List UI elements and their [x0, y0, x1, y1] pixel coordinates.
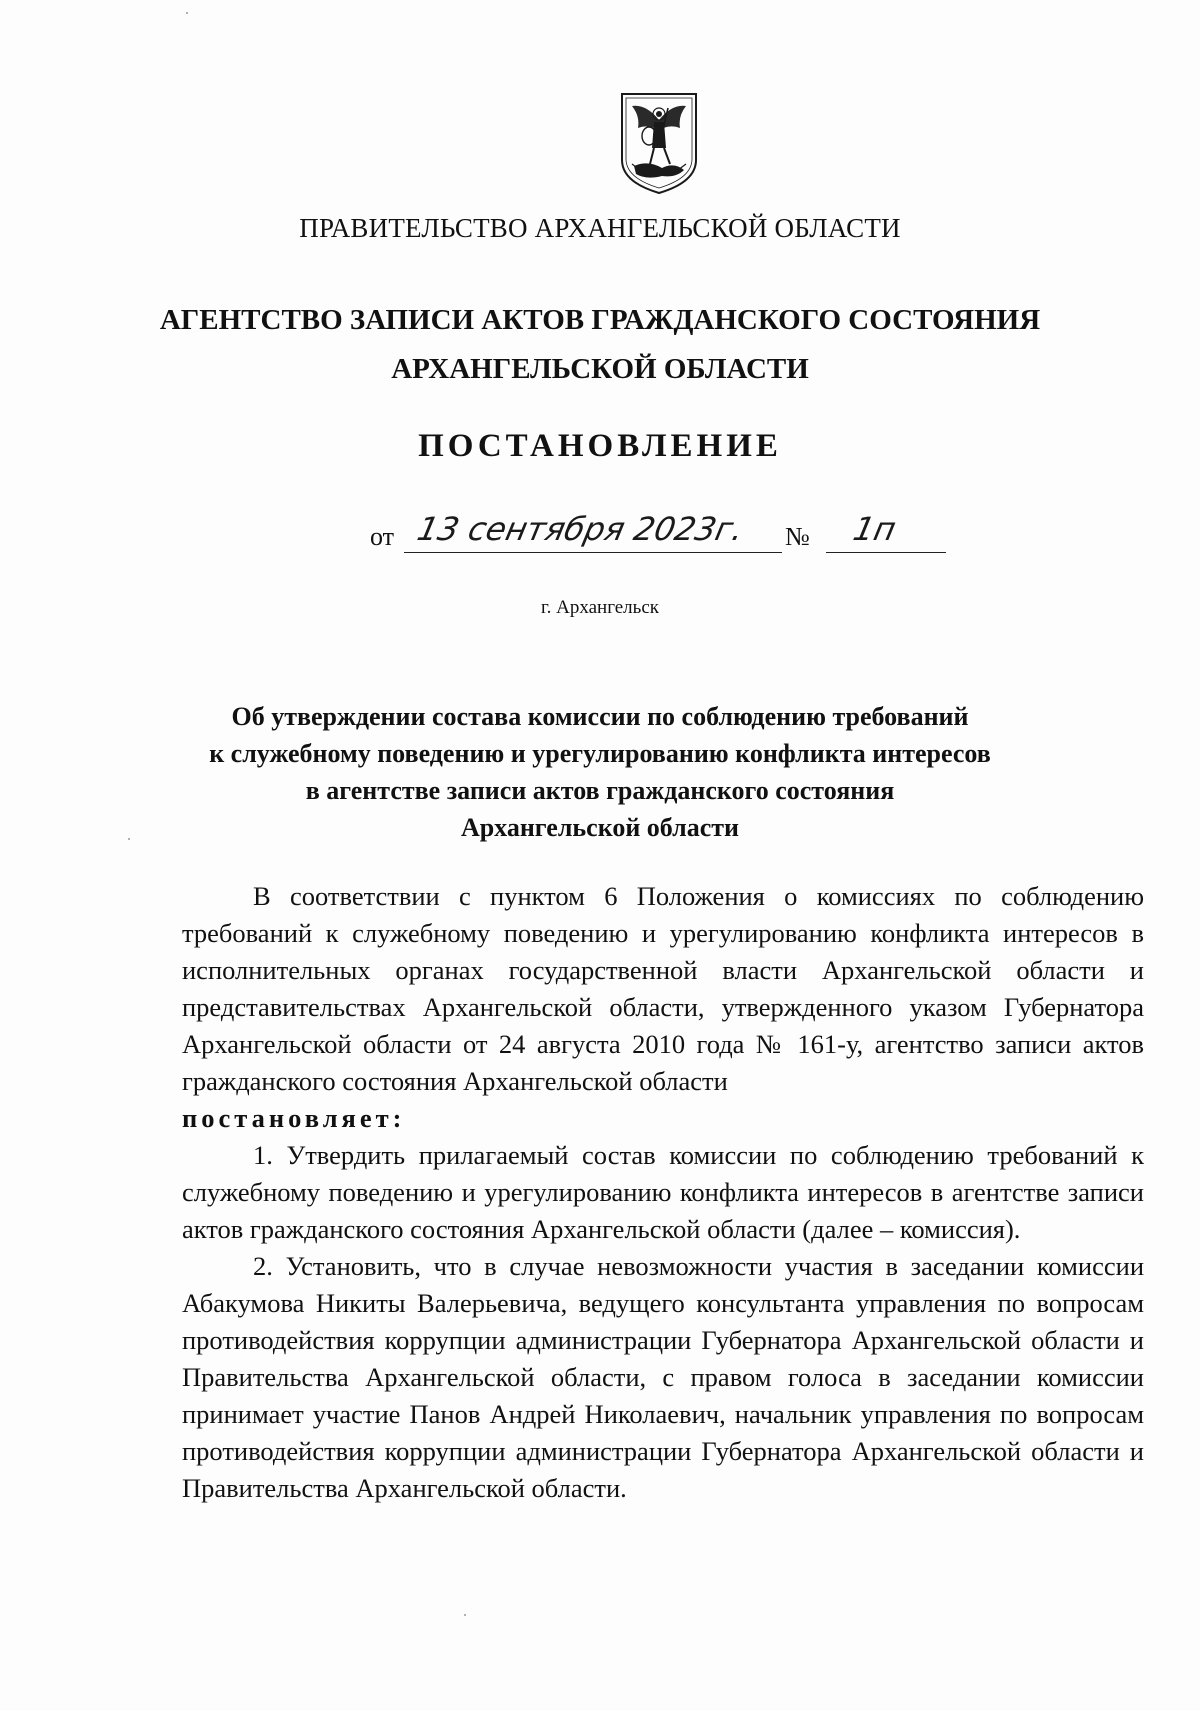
number-underline — [826, 552, 946, 553]
agency-name-line-2: АРХАНГЕЛЬСКОЙ ОБЛАСТИ — [391, 353, 809, 385]
agency-name — [150, 296, 1050, 394]
handwritten-date: 13 сентября 2023г. — [413, 510, 747, 548]
document-body — [182, 878, 1144, 1507]
title-line-2: к служебному поведению и урегулированию конфликта интересов — [209, 739, 991, 768]
decree-word: постановляет: — [182, 1103, 406, 1133]
preamble-text: В соответствии с пунктом 6 Положения о комиссиях по соблюдению требований к служебному поведению и урегулированию конфликта интересов в исполнительных органах государственной власти Архангельской области и представительствах Архангельской области, утвержденного указом Губернатора Архангельской области от 24 августа 2010 года № 161-у, агентство записи актов гражданского состояния Архангельской области — [182, 881, 1144, 1096]
item-1-paragraph — [182, 1137, 1144, 1248]
title-line-4: Архангельской области — [460, 813, 740, 842]
government-name: ПРАВИТЕЛЬСТВО АРХАНГЕЛЬСКОЙ ОБЛАСТИ — [299, 213, 901, 243]
document-title — [150, 698, 1050, 846]
item-2-text: 2. Установить, что в случае невозможности участия в заседании комиссии Абакумова Никиты Валерьевича, ведущего консультанта управления по вопросам противодействия коррупции администрации Губернатора Архангельской области и Правительства Архангельской области, с правом голоса в заседании комиссии принимает участие Панов Андрей Николаевич, начальник управления по вопросам противодействия коррупции администрации Губернатора Архангельской области и Правительства Архангельской области. — [182, 1251, 1144, 1503]
date-number-line — [370, 508, 970, 558]
city-name: г. Архангельск — [540, 597, 659, 618]
item-1-text: 1. Утвердить прилагаемый состав комиссии по соблюдению требований к служебному поведению и урегулированию конфликта интересов в агентстве записи актов гражданского состояния Архангельской области (далее – комиссия). — [182, 1140, 1144, 1244]
document-type: ПОСТАНОВЛЕНИЕ — [418, 428, 782, 464]
item-2-paragraph — [182, 1248, 1144, 1507]
agency-name-line-1: АГЕНТСТВО ЗАПИСИ АКТОВ ГРАЖДАНСКОГО СОСТОЯНИЯ — [159, 304, 1041, 336]
coat-of-arms-icon — [618, 90, 700, 196]
scan-artifact — [464, 1614, 466, 1616]
preamble-paragraph — [182, 878, 1144, 1100]
scan-artifact — [128, 838, 130, 840]
date-from-label: от — [370, 522, 395, 551]
number-label: № — [785, 522, 810, 551]
scan-artifact — [186, 12, 188, 14]
decree-paragraph — [182, 1100, 1144, 1137]
date-underline — [404, 552, 782, 553]
title-line-1: Об утверждении состава комиссии по соблюдению требований — [231, 702, 969, 731]
title-line-3: в агентстве записи актов гражданского состояния — [305, 776, 895, 805]
handwritten-number: 1п — [849, 510, 900, 548]
